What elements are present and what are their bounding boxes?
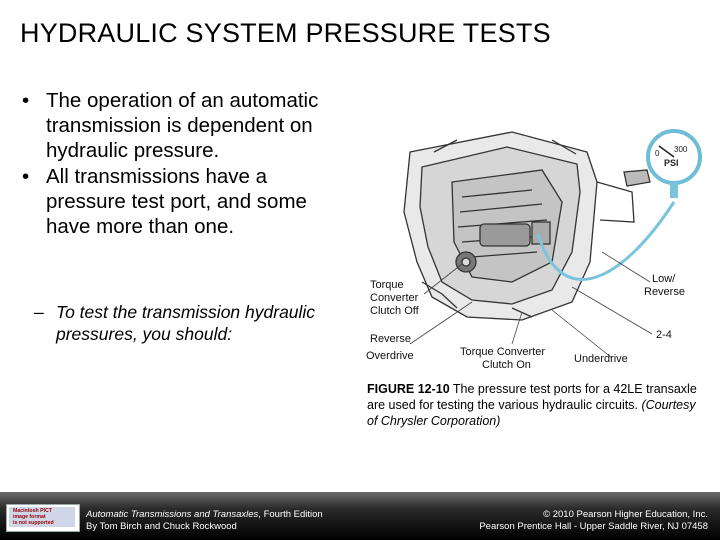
bullet-dot: • bbox=[22, 165, 30, 188]
unsupported-image-placeholder bbox=[6, 504, 80, 532]
book-authors: By Tom Birch and Chuck Rockwood bbox=[86, 521, 237, 532]
footer-book-info bbox=[86, 509, 323, 533]
label-torque: Torque bbox=[370, 279, 404, 291]
label-tcc-on-bottom: Clutch On bbox=[482, 359, 531, 371]
sub-bullet-text: To test the transmission hydraulic pressures, you should: bbox=[56, 302, 316, 344]
footer-publisher-info bbox=[479, 509, 708, 533]
label-converter: Converter bbox=[370, 292, 419, 304]
bullet-text: All transmissions have a pressure test port, and some have more than one. bbox=[46, 165, 307, 238]
book-edition: , Fourth Edition bbox=[258, 509, 323, 520]
placeholder-line: Macintosh PICT bbox=[13, 508, 52, 514]
bullet-item bbox=[22, 164, 352, 239]
bullet-dot: • bbox=[22, 89, 30, 112]
label-low-reverse: Reverse bbox=[644, 286, 685, 298]
label-two-four: 2-4 bbox=[656, 329, 672, 341]
placeholder-line: image format bbox=[13, 514, 46, 520]
sub-bullet bbox=[34, 301, 356, 345]
label-clutch-off: Clutch Off bbox=[370, 305, 419, 317]
gauge-unit-label: PSI bbox=[664, 158, 679, 168]
label-reverse: Reverse bbox=[370, 333, 411, 345]
placeholder-line: is not supported bbox=[13, 520, 54, 526]
label-tcc-on-top: Torque Converter bbox=[460, 346, 545, 358]
publisher-text: Pearson Prentice Hall - Upper Saddle River, NJ 07458 bbox=[479, 521, 708, 532]
footer-bar bbox=[0, 492, 720, 540]
transaxle-drawing bbox=[404, 132, 650, 320]
gauge-max-label: 300 bbox=[674, 145, 688, 154]
figure-caption bbox=[367, 381, 697, 429]
transaxle-illustration bbox=[362, 112, 702, 372]
gauge-min-label: 0 bbox=[655, 149, 660, 158]
figure-number: FIGURE 12-10 bbox=[367, 382, 450, 396]
bullet-item bbox=[22, 88, 352, 163]
slide-title: HYDRAULIC SYSTEM PRESSURE TESTS bbox=[20, 18, 551, 48]
book-title: Automatic Transmissions and Transaxles bbox=[86, 509, 259, 520]
label-low: Low/ bbox=[652, 273, 676, 285]
label-overdrive: Overdrive bbox=[366, 350, 414, 362]
footer-title-line bbox=[86, 509, 323, 521]
pressure-gauge bbox=[648, 131, 700, 198]
bullet-text: The operation of an automatic transmission is dependent on hydraulic pressure. bbox=[46, 89, 319, 162]
sub-bullet-dash: – bbox=[34, 302, 44, 322]
bullet-list bbox=[22, 88, 352, 240]
transaxle-figure bbox=[362, 112, 702, 372]
caption-credit: (Courtesy of Chrysler Corporation) bbox=[367, 398, 696, 428]
copyright-text: © 2010 Pearson Higher Education, Inc. bbox=[543, 509, 708, 520]
gauge-stem bbox=[670, 182, 678, 198]
placeholder-inner bbox=[9, 507, 75, 527]
caption-text: The pressure test ports for a 42LE transaxle are used for testing the various hydraulic circuits. bbox=[367, 382, 697, 412]
label-underdrive: Underdrive bbox=[574, 353, 628, 365]
